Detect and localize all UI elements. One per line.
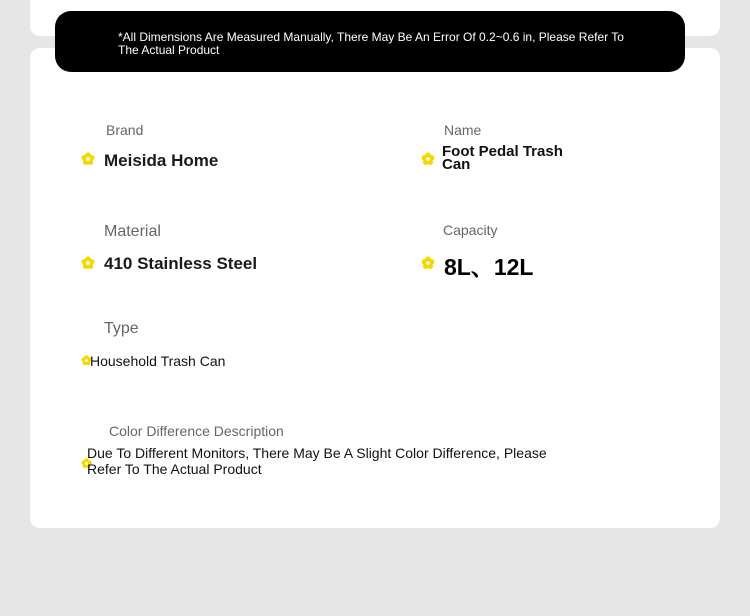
name-value: [442, 145, 563, 171]
name-value-line-1: Foot Pedal Trash: [442, 143, 563, 160]
flower-icon: [81, 152, 95, 166]
notice-text: *All Dimensions Are Measured Manually, There May Be An Error Of 0.2~0.6 in, Please Refer To The Actual Product: [118, 30, 624, 57]
type-value: Household Trash Can: [90, 353, 226, 369]
material-label: Material: [104, 223, 161, 240]
capacity-value: 8L、12L: [444, 254, 534, 280]
color-difference-line-2: Refer To The Actual Product: [87, 461, 262, 477]
flower-icon: [421, 256, 435, 270]
flower-icon: [81, 256, 95, 270]
color-difference-value: [87, 445, 547, 477]
name-label: Name: [444, 122, 482, 138]
brand-label: Brand: [106, 122, 144, 138]
color-difference-label: Color Difference Description: [109, 423, 284, 439]
material-value: 410 Stainless Steel: [104, 254, 258, 273]
color-difference-line-1: Due To Different Monitors, There May Be A Slight Color Difference, Please: [87, 445, 547, 461]
notice-banner: [55, 11, 685, 72]
flower-icon: [421, 152, 435, 166]
brand-value: Meisida Home: [104, 151, 219, 170]
type-label: Type: [104, 320, 139, 337]
name-value-line-2: Can: [442, 156, 471, 173]
capacity-label: Capacity: [443, 222, 498, 238]
